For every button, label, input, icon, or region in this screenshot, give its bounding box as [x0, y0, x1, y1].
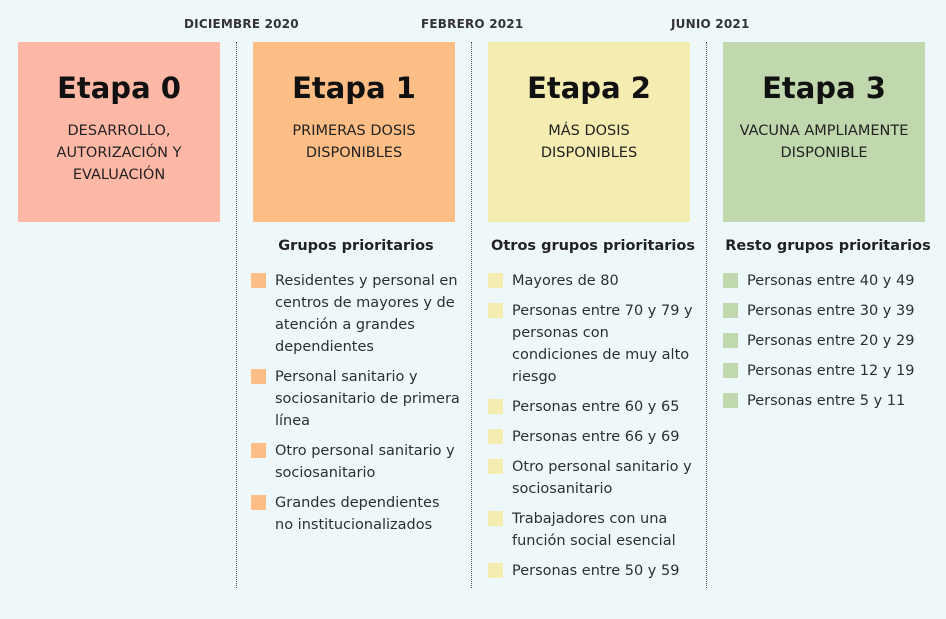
stage-card-3 — [723, 42, 925, 222]
list-item — [251, 440, 461, 484]
timeline-divider-3 — [706, 42, 707, 588]
bullet-square-icon — [488, 303, 503, 318]
list-item-label: Trabajadores con una función social esencial — [512, 511, 676, 549]
groups-heading: Grupos prioritarios — [278, 238, 434, 254]
stage-title: Etapa 0 — [57, 71, 181, 105]
timeline-date-feb-2021: FEBRERO 2021 — [421, 17, 524, 31]
stage-title: Etapa 2 — [527, 71, 651, 105]
bullet-square-icon — [723, 303, 738, 318]
list-item — [723, 390, 933, 412]
list-item — [488, 426, 698, 448]
stage-subtitle: MÁS DOSIS DISPONIBLES — [540, 123, 638, 161]
list-item — [251, 492, 461, 536]
stage-subtitle: VACUNA AMPLIAMENTE DISPONIBLE — [739, 123, 909, 161]
bullet-square-icon — [723, 273, 738, 288]
timeline-date-jun-2021: JUNIO 2021 — [671, 17, 750, 31]
list-item-label: Personal sanitario y sociosanitario de primera línea — [275, 369, 460, 429]
bullet-square-icon — [488, 399, 503, 414]
list-item-label: Personas entre 12 y 19 — [747, 363, 915, 379]
list-item — [723, 330, 933, 352]
list-item-label: Personas entre 50 y 59 — [512, 563, 680, 579]
timeline-divider-1 — [236, 42, 237, 588]
groups-column-stage-3 — [723, 238, 933, 420]
list-item-label: Personas entre 66 y 69 — [512, 429, 680, 445]
list-item — [488, 456, 698, 500]
stage-card-2 — [488, 42, 690, 222]
groups-list — [251, 270, 461, 536]
list-item — [488, 396, 698, 418]
list-item-label: Otro personal sanitario y sociosanitario — [275, 443, 455, 481]
groups-list — [723, 270, 933, 412]
stage-subtitle: DESARROLLO, AUTORIZACIÓN Y EVALUACIÓN — [56, 123, 182, 183]
groups-column-stage-2 — [488, 238, 698, 590]
list-item — [488, 560, 698, 582]
bullet-square-icon — [723, 393, 738, 408]
list-item — [488, 270, 698, 292]
bullet-square-icon — [723, 363, 738, 378]
list-item — [488, 300, 698, 388]
stage-subtitle: PRIMERAS DOSIS DISPONIBLES — [292, 123, 416, 161]
bullet-square-icon — [251, 369, 266, 384]
groups-heading: Otros grupos prioritarios — [491, 238, 695, 254]
stage-card-0 — [18, 42, 220, 222]
bullet-square-icon — [251, 273, 266, 288]
list-item-label: Personas entre 30 y 39 — [747, 303, 915, 319]
list-item-label: Mayores de 80 — [512, 273, 619, 289]
list-item-label: Personas entre 70 y 79 y personas con condiciones de muy alto riesgo — [512, 303, 693, 385]
list-item — [723, 360, 933, 382]
groups-column-stage-1 — [251, 238, 461, 544]
stage-card-1 — [253, 42, 455, 222]
list-item-label: Personas entre 40 y 49 — [747, 273, 915, 289]
stage-title: Etapa 1 — [292, 71, 416, 105]
list-item-label: Personas entre 5 y 11 — [747, 393, 906, 409]
groups-heading: Resto grupos prioritarios — [725, 238, 931, 254]
groups-list — [488, 270, 698, 582]
list-item-label: Otro personal sanitario y sociosanitario — [512, 459, 692, 497]
bullet-square-icon — [488, 273, 503, 288]
list-item — [723, 270, 933, 292]
bullet-square-icon — [251, 495, 266, 510]
bullet-square-icon — [488, 459, 503, 474]
list-item-label: Personas entre 20 y 29 — [747, 333, 915, 349]
list-item-label: Grandes dependientes no institucionalizados — [275, 495, 440, 533]
timeline-divider-2 — [471, 42, 472, 588]
list-item — [251, 366, 461, 432]
bullet-square-icon — [488, 429, 503, 444]
bullet-square-icon — [723, 333, 738, 348]
timeline-date-dec-2020: DICIEMBRE 2020 — [184, 17, 299, 31]
bullet-square-icon — [488, 511, 503, 526]
list-item-label: Residentes y personal en centros de mayores y de atención a grandes dependientes — [275, 273, 458, 355]
list-item — [488, 508, 698, 552]
stage-title: Etapa 3 — [762, 71, 886, 105]
list-item — [723, 300, 933, 322]
bullet-square-icon — [251, 443, 266, 458]
bullet-square-icon — [488, 563, 503, 578]
list-item-label: Personas entre 60 y 65 — [512, 399, 680, 415]
list-item — [251, 270, 461, 358]
